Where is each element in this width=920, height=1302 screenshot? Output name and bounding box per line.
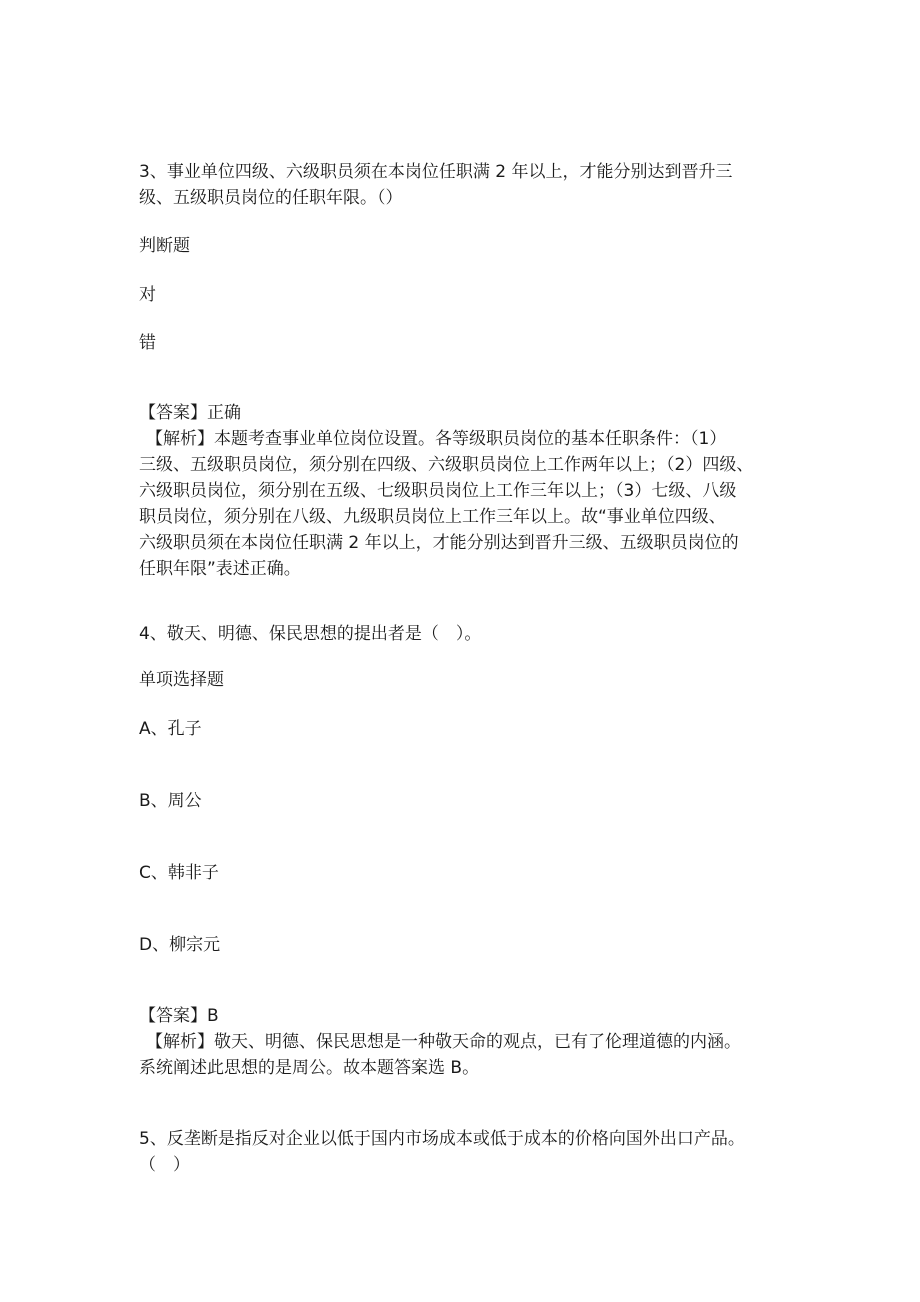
question-4-option-c: C、韩非子 bbox=[139, 863, 219, 883]
question-3-analysis-line-5: 六级职员须在本岗位任职满 2 年以上，才能分别达到晋升三级、五级职员岗位的 bbox=[139, 533, 739, 553]
question-4-option-a: A、孔子 bbox=[139, 719, 202, 739]
question-4-option-d: D、柳宗元 bbox=[139, 935, 221, 955]
question-3-analysis-line-4: 职员岗位，须分别在八级、九级职员岗位上工作三年以上。故“事业单位四级、 bbox=[139, 507, 726, 527]
question-4-answer: 【答案】B bbox=[139, 1006, 219, 1026]
question-4-analysis-line-1: 【解析】敬天、明德、保民思想是一种敬天命的观点，已有了伦理道德的内涵。 bbox=[146, 1032, 741, 1052]
question-3-analysis-line-6: 任职年限”表述正确。 bbox=[139, 559, 301, 579]
question-4-option-b: B、周公 bbox=[139, 791, 202, 811]
question-5-stem-line-2: （ ） bbox=[139, 1155, 190, 1175]
question-3-answer: 【答案】正确 bbox=[139, 403, 241, 423]
question-3-stem-line-2: 级、五级职员岗位的任职年限。（） bbox=[139, 188, 403, 208]
question-3-analysis-line-1: 【解析】本题考查事业单位岗位设置。各等级职员岗位的基本任职条件：（1） bbox=[146, 429, 727, 449]
question-3-analysis-line-2: 三级、五级职员岗位，须分别在四级、六级职员岗位上工作两年以上；（2）四级、 bbox=[139, 455, 754, 475]
question-4-stem: 4、敬天、明德、保民思想的提出者是（ ）。 bbox=[139, 624, 482, 644]
question-3-analysis-line-3: 六级职员岗位，须分别在五级、七级职员岗位上工作三年以上；（3）七级、八级 bbox=[139, 481, 737, 501]
question-3-option-2: 错 bbox=[139, 333, 156, 353]
question-5-stem-line-1: 5、反垄断是指反对企业以低于国内市场成本或低于成本的价格向国外出口产品。 bbox=[139, 1129, 745, 1149]
question-3-stem-line-1: 3、事业单位四级、六级职员须在本岗位任职满 2 年以上，才能分别达到晋升三 bbox=[139, 162, 733, 182]
question-3-option-1: 对 bbox=[139, 285, 156, 305]
question-3-type: 判断题 bbox=[139, 236, 190, 256]
question-4-analysis-line-2: 系统阐述此思想的是周公。故本题答案选 B。 bbox=[139, 1058, 480, 1078]
question-4-type: 单项选择题 bbox=[139, 670, 224, 690]
